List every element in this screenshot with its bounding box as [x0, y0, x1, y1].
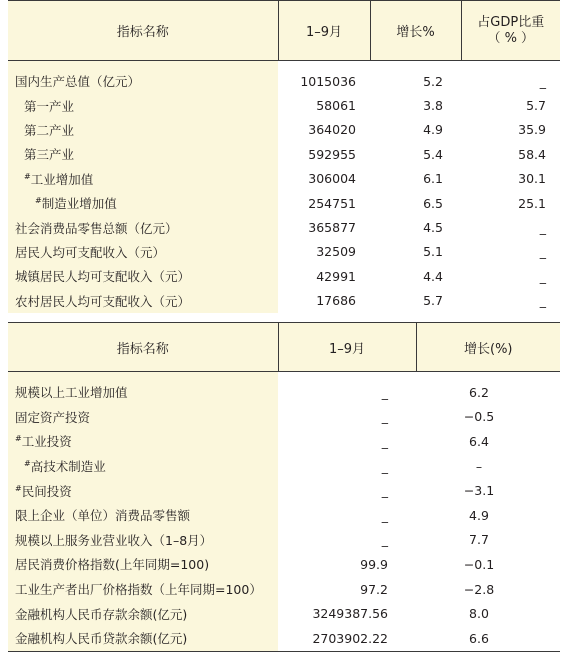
indicator-growth: 4.9 [469, 507, 489, 523]
indicator-name: 金融机构人民币存款余额(亿元) [8, 601, 278, 626]
table-row [8, 528, 560, 553]
indicator-growth: 6.1 [423, 171, 443, 187]
indicator-name: 居民人均可支配收入（元） [8, 240, 278, 264]
indicator-growth: 5.1 [423, 244, 443, 260]
indicator-value: _ [381, 483, 388, 499]
indicator-value: _ [381, 409, 388, 425]
table-row [8, 429, 560, 454]
indicator-growth: −0.1 [463, 556, 495, 572]
table2-header-growth: 增长(%) [416, 323, 560, 372]
indicator-name: 规模以上工业增加值 [8, 380, 278, 405]
indicator-name: #工业投资 [8, 429, 278, 454]
indicator-value: _ [381, 458, 388, 474]
table-row [8, 215, 560, 239]
table-row [8, 626, 560, 651]
table1-header-growth: 增长% [370, 1, 461, 61]
table-row [8, 264, 560, 288]
table2-header-period: 1–9月 [278, 323, 416, 372]
table-row [8, 167, 560, 191]
indicator-name: #工业增加值 [8, 167, 278, 191]
indicator-growth: 4.4 [423, 268, 443, 284]
table2-header-row [8, 323, 560, 372]
table-row [8, 240, 560, 264]
gdp-share-line1: 占GDP比重 [477, 14, 545, 30]
indicator-growth: −2.8 [463, 581, 495, 597]
indicator-name: 限上企业（单位）消费品零售额 [8, 503, 278, 528]
indicator-value: _ [381, 384, 388, 400]
table-row [8, 380, 560, 405]
indicator-growth: – [475, 458, 483, 474]
indicator-value: _ [381, 433, 388, 449]
indicator-share: _ [539, 220, 546, 236]
indicator-name: 城镇居民人均可支配收入（元） [8, 264, 278, 288]
indicator-growth: 6.4 [469, 433, 489, 449]
indicator-share: _ [539, 73, 546, 89]
table1-header-name: 指标名称 [8, 1, 278, 61]
indicator-value: _ [381, 532, 388, 548]
indicator-name: #民间投资 [8, 478, 278, 503]
indicator-name: 社会消费品零售总额（亿元） [8, 215, 278, 239]
indicator-growth: 6.5 [423, 195, 443, 211]
indicator-share: _ [539, 244, 546, 260]
indicator-growth: 4.5 [423, 220, 443, 236]
indicator-value: 1015036 [300, 73, 356, 89]
indicator-name: 固定资产投资 [8, 405, 278, 430]
table-row [8, 118, 560, 142]
indicator-growth: 8.0 [469, 606, 489, 622]
indicator-value: 32509 [316, 244, 356, 260]
indicator-name: #制造业增加值 [8, 191, 278, 215]
indicator-name: 国内生产总值（亿元） [8, 69, 278, 93]
indicator-value: _ [381, 507, 388, 523]
table-row [8, 93, 560, 117]
table1-header-gdp-share [461, 1, 560, 61]
table-row [8, 503, 560, 528]
indicator-value: 99.9 [360, 556, 388, 572]
table-row [8, 191, 560, 215]
indicator-name: 农村居民人均可支配收入（元） [8, 289, 278, 313]
table1-header-period: 1–9月 [278, 1, 370, 61]
table2-header-name: 指标名称 [8, 323, 278, 372]
indicator-value: 364020 [308, 122, 356, 138]
indicator-name: 规模以上服务业营业收入（1–8月） [8, 528, 278, 553]
indicator-name: 居民消费价格指数(上年同期=100) [8, 552, 278, 577]
indicator-name: 工业生产者出厂价格指数（上年同期=100） [8, 577, 278, 602]
indicator-name: 第二产业 [8, 118, 278, 142]
indicator-value: 365877 [308, 220, 356, 236]
indicator-name: #高技术制造业 [8, 454, 278, 479]
indicator-growth: −3.1 [463, 483, 495, 499]
indicator-share: 25.1 [518, 195, 546, 211]
table-row [8, 577, 560, 602]
indicator-value: 254751 [308, 195, 356, 211]
indicator-value: 592955 [308, 146, 356, 162]
table-row [8, 552, 560, 577]
indicator-value: 2703902.22 [278, 626, 416, 651]
table-row [8, 405, 560, 430]
indicator-growth: 5.2 [423, 73, 443, 89]
table-row [8, 454, 560, 479]
indicator-share: 5.7 [526, 98, 546, 114]
indicator-growth: 4.9 [423, 122, 443, 138]
indicator-share: 30.1 [518, 171, 546, 187]
indicator-name: 金融机构人民币贷款余额(亿元) [8, 626, 278, 651]
indicator-growth: 5.7 [423, 293, 443, 309]
table-row [8, 478, 560, 503]
indicator-name: 第三产业 [8, 142, 278, 166]
table1-header-row [8, 1, 560, 61]
indicator-value: 3249387.56 [312, 606, 388, 622]
indicator-value: 306004 [308, 171, 356, 187]
indicator-share: 35.9 [518, 122, 546, 138]
table-row [8, 69, 560, 93]
indicator-growth: 6.2 [469, 384, 489, 400]
indicator-growth: −0.5 [463, 409, 495, 425]
indicator-value: 42991 [316, 268, 356, 284]
indicator-growth: 7.7 [469, 532, 489, 548]
table-row [8, 289, 560, 313]
indicator-share: _ [539, 268, 546, 284]
table-row [8, 601, 560, 626]
indicator-growth: 6.6 [416, 626, 560, 651]
table-row [8, 142, 560, 166]
indicator-growth: 5.4 [423, 146, 443, 162]
gdp-share-line2: （ % ） [487, 30, 535, 46]
indicator-table-1 [8, 0, 560, 313]
indicator-share: 58.4 [518, 146, 546, 162]
indicator-growth: 3.8 [423, 98, 443, 114]
indicator-share: _ [539, 293, 546, 309]
indicator-value: 17686 [316, 293, 356, 309]
indicator-value: 58061 [316, 98, 356, 114]
indicator-value: 97.2 [360, 581, 388, 597]
indicator-table-2 [8, 322, 560, 652]
indicator-name: 第一产业 [8, 93, 278, 117]
